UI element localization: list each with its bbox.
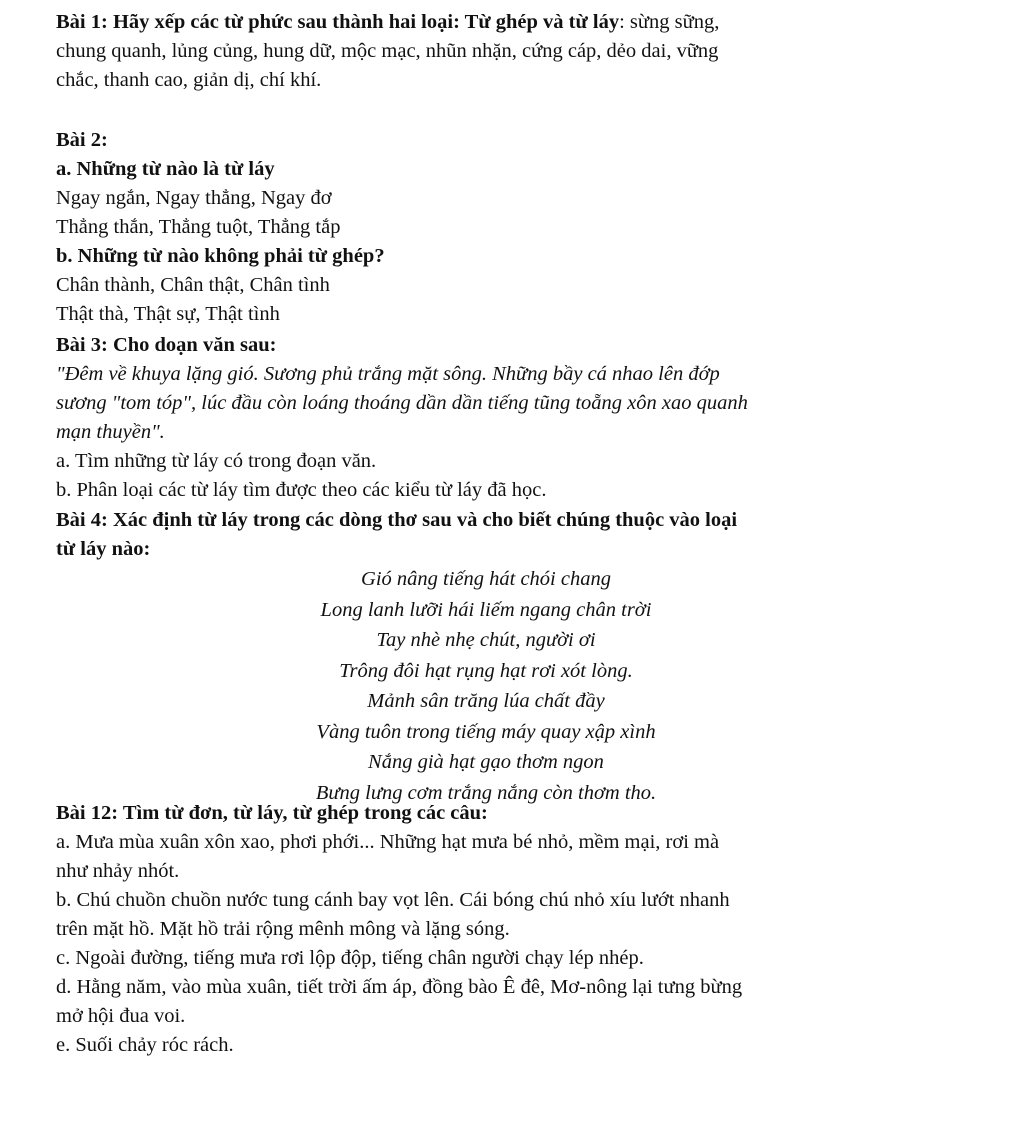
exercise-12-line: d. Hằng năm, vào mùa xuân, tiết trời ấm áp, đồng bào Ê đê, Mơ-nông lại tưng bừng xyxy=(56,976,743,998)
exercise-3-quote-line: mạn thuyền". xyxy=(56,421,165,443)
exercise-2a-title: a. Những từ nào là từ láy xyxy=(56,158,275,180)
exercise-2b-line: Thật thà, Thật sự, Thật tình xyxy=(56,303,280,325)
exercise-3-quote-line: sương "tom tóp", lúc đầu còn loáng thoáng dần dần tiếng tũng toẵng xôn xao quanh xyxy=(56,392,748,414)
exercise-4-title: Bài 4: Xác định từ láy trong các dòng thơ sau và cho biết chúng thuộc vào loại xyxy=(56,509,738,531)
exercise-4-title-line2: từ láy nào: xyxy=(56,538,151,560)
exercise-3 xyxy=(56,331,916,505)
poem-line: Gió nâng tiếng hát chói chang xyxy=(361,568,611,590)
exercise-3-title: Bài 3: Cho doạn văn sau: xyxy=(56,334,277,356)
exercise-12-title: Bài 12: Tìm từ đơn, từ láy, từ ghép trong các câu: xyxy=(56,802,488,824)
poem-line: Bưng lưng cơm trắng nắng còn thơm tho. xyxy=(315,781,657,804)
exercise-1-line: chắc, thanh cao, giản dị, chí khí. xyxy=(56,69,322,91)
exercise-1-title: Bài 1: Hãy xếp các từ phức sau thành hai loại: Từ ghép và từ láy: sừng sững, xyxy=(56,11,720,33)
exercise-12-line: mở hội đua voi. xyxy=(56,1005,186,1027)
poem-line: Tay nhè nhẹ chút, người ơi xyxy=(376,629,596,651)
exercise-12-line: e. Suối chảy róc rách. xyxy=(56,1034,234,1056)
exercise-12-line: b. Chú chuồn chuồn nước tung cánh bay vọt lên. Cái bóng chú nhỏ xíu lướt nhanh xyxy=(56,889,730,911)
exercise-2b-line: Chân thành, Chân thật, Chân tình xyxy=(56,274,330,296)
poem-line: Mảnh sân trăng lúa chất đầy xyxy=(367,690,605,712)
exercise-2a-line: Thẳng thắn, Thẳng tuột, Thẳng tắp xyxy=(56,216,341,238)
poem xyxy=(56,565,916,809)
exercise-2-title: Bài 2: xyxy=(56,129,108,151)
exercise-1 xyxy=(56,8,916,95)
poem-line: Vàng tuôn trong tiếng máy quay xập xình xyxy=(316,720,656,743)
poem-line: Trông đôi hạt rụng hạt rơi xót lòng. xyxy=(339,659,633,682)
exercise-2 xyxy=(56,126,916,329)
exercise-3-quote-line: "Đêm về khuya lặng gió. Sương phủ trắng mặt sông. Những bầy cá nhao lên đớp xyxy=(56,363,720,385)
exercise-4 xyxy=(56,506,916,564)
exercise-12 xyxy=(56,799,916,1060)
exercise-2b-title: b. Những từ nào không phải từ ghép? xyxy=(56,245,385,267)
poem-line: Nắng già hạt gạo thơm ngon xyxy=(368,751,604,773)
exercise-3b: b. Phân loại các từ láy tìm được theo các kiểu từ láy đã học. xyxy=(56,479,547,501)
exercise-1-line: chung quanh, lủng củng, hung dữ, mộc mạc, nhũn nhặn, cứng cáp, dẻo dai, vững xyxy=(56,40,719,62)
exercise-3a: a. Tìm những từ láy có trong đoạn văn. xyxy=(56,450,377,472)
exercise-2a-line: Ngay ngắn, Ngay thẳng, Ngay đơ xyxy=(56,187,332,209)
exercise-12-line: a. Mưa mùa xuân xôn xao, phơi phới... Những hạt mưa bé nhỏ, mềm mại, rơi mà xyxy=(56,831,720,853)
exercise-12-line: trên mặt hồ. Mặt hồ trải rộng mênh mông và lặng sóng. xyxy=(56,918,510,940)
exercise-12-line: như nhảy nhót. xyxy=(56,860,180,882)
exercise-12-line: c. Ngoài đường, tiếng mưa rơi lộp độp, tiếng chân người chạy lép nhép. xyxy=(56,947,644,969)
poem-line: Long lanh lưỡi hái liếm ngang chân trời xyxy=(320,598,652,621)
